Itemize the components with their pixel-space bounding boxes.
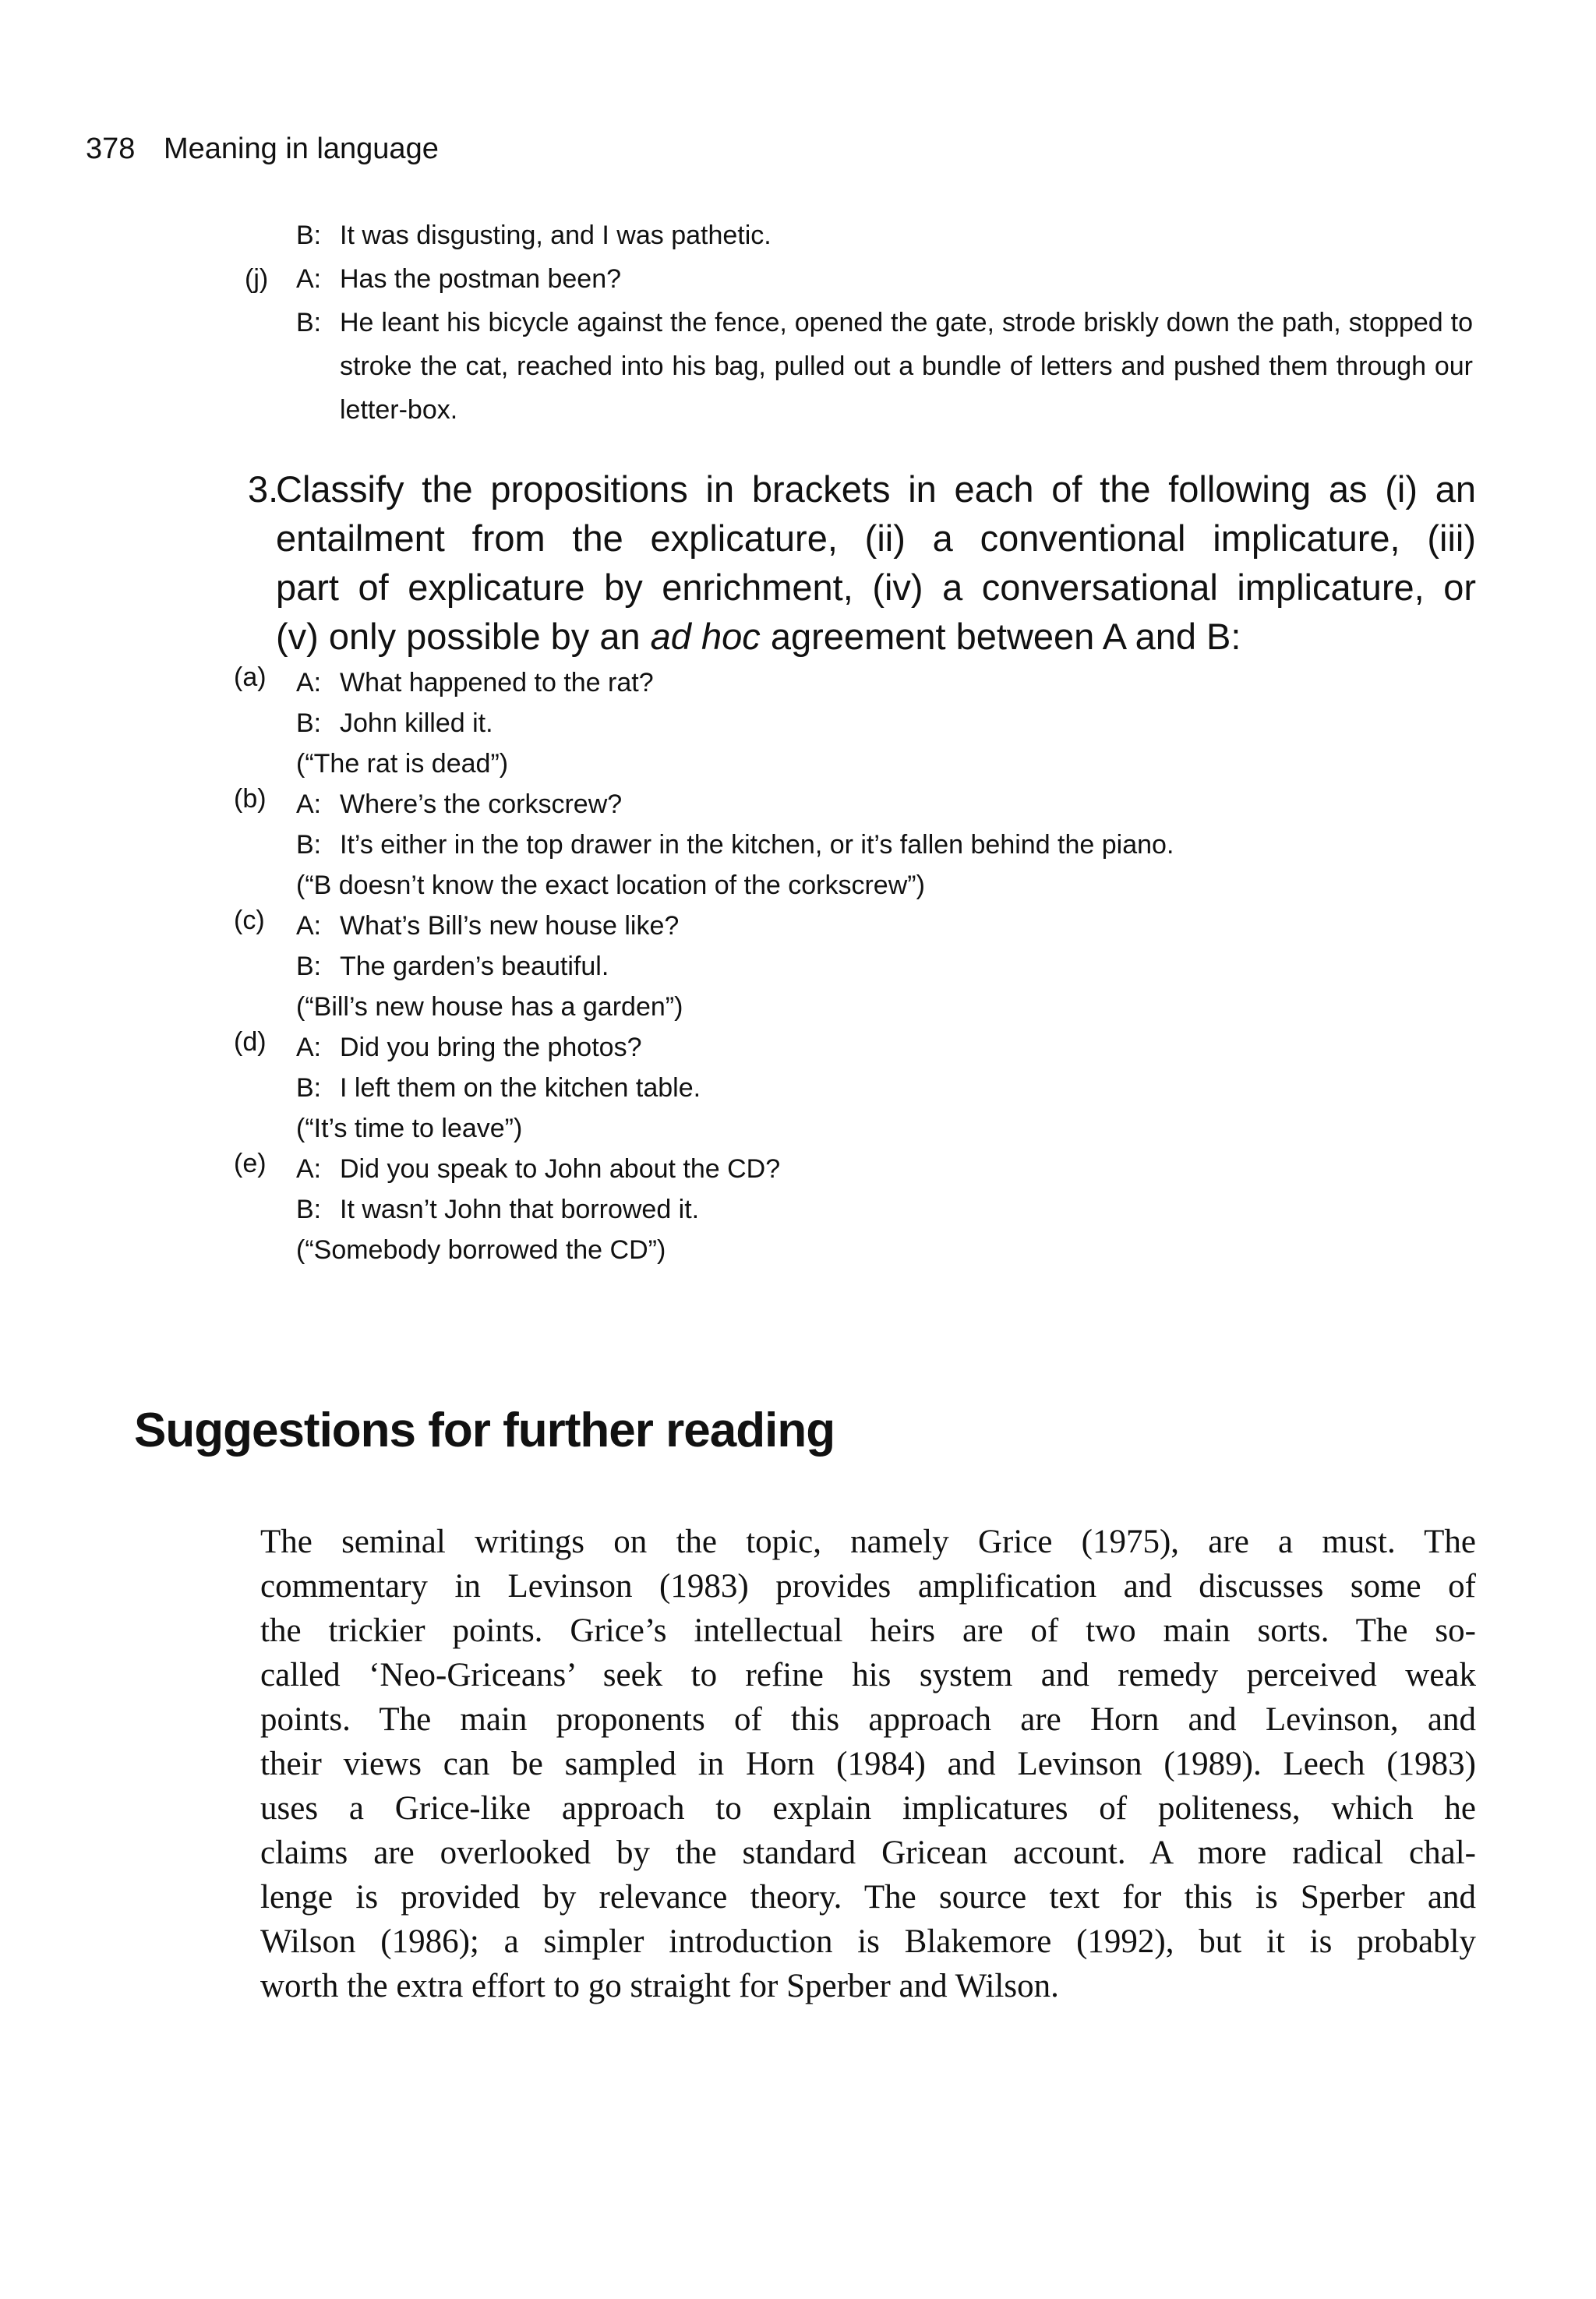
speaker-label: A: xyxy=(296,264,322,294)
dialogue-line: It wasn’t John that borrowed it. xyxy=(340,1195,700,1224)
prev-dialogue-b xyxy=(296,214,1473,257)
page-header xyxy=(86,132,439,166)
paragraph-line: their views can be sampled in Horn (1984) and Levinson (1989). Leech (1983) xyxy=(260,1746,1476,1782)
paragraph-line: worth the extra effort to go straight for Sperber and Wilson. xyxy=(260,1968,1059,2004)
speaker-label: B: xyxy=(296,221,322,250)
paragraph-line: called ‘Neo-Griceans’ seek to refine his system and remedy perceived weak xyxy=(260,1657,1476,1693)
speaker-label: B: xyxy=(296,708,322,738)
speaker-label: B: xyxy=(296,1073,322,1103)
section-heading: Suggestions for further reading xyxy=(134,1404,835,1457)
question-line: part of explicature by enrichment, (iv) a conversational implicature, or xyxy=(276,567,1476,608)
paragraph-line: points. The main proponents of this approach are Horn and Levinson, and xyxy=(260,1701,1476,1738)
exercise-items xyxy=(234,662,1481,1270)
dialogue-line: What happened to the rat? xyxy=(340,668,654,697)
paragraph-line: The seminal writings on the topic, namely Grice (1975), are a must. The xyxy=(260,1524,1476,1560)
exercise-item-c xyxy=(234,906,1481,1027)
proposition: (“Somebody borrowed the CD”) xyxy=(296,1235,666,1265)
paragraph-line: commentary in Levinson (1983) provides amplification and discusses some of xyxy=(260,1568,1476,1605)
item-label: (c) xyxy=(234,906,265,935)
question-line: (v) only possible by an ad hoc agreement between A and B: xyxy=(276,616,1241,657)
item-label: (b) xyxy=(234,784,267,814)
question-number: 3. xyxy=(248,468,279,510)
speaker-label: A: xyxy=(296,1033,322,1062)
dialogue-line: Did you bring the photos? xyxy=(340,1033,642,1062)
running-title: Meaning in language xyxy=(164,132,439,165)
speaker-label: B: xyxy=(296,1195,322,1224)
speaker-label: A: xyxy=(296,789,322,819)
further-reading-paragraph xyxy=(260,1520,1476,2008)
speaker-label: B: xyxy=(296,830,322,860)
dialogue-line: What’s Bill’s new house like? xyxy=(340,911,680,941)
dialogue-line: I left them on the kitchen table. xyxy=(340,1073,701,1103)
speaker-label: A: xyxy=(296,668,322,697)
dialogue-line: It was disgusting, and I was pathetic. xyxy=(340,221,772,250)
question-line: entailment from the explicature, (ii) a conventional implicature, (iii) xyxy=(276,517,1476,559)
emphasis-ad-hoc: ad hoc xyxy=(650,616,761,657)
dialogue-line: Has the postman been? xyxy=(340,264,622,294)
speaker-label: B: xyxy=(296,952,322,981)
paragraph-line: uses a Grice-like approach to explain implicatures of politeness, which he xyxy=(260,1790,1476,1827)
dialogue-line: It’s either in the top drawer in the kitchen, or it’s fallen behind the piano. xyxy=(340,830,1174,860)
item-label: (j) xyxy=(245,264,269,294)
proposition: (“The rat is dead”) xyxy=(296,749,509,779)
item-label: (d) xyxy=(234,1027,267,1057)
paragraph-line: the trickier points. Grice’s intellectual heirs are of two main sorts. The so- xyxy=(260,1612,1476,1649)
exercise-item-e xyxy=(234,1149,1481,1270)
speaker-label: A: xyxy=(296,911,322,941)
paragraph-line: Wilson (1986); a simpler introduction is Blakemore (1992), but it is probably xyxy=(260,1923,1476,1960)
item-label: (e) xyxy=(234,1149,267,1178)
paragraph-line: lenge is provided by relevance theory. The source text for this is Sperber and xyxy=(260,1879,1476,1916)
dialogue-line: The garden’s beautiful. xyxy=(340,952,609,981)
dialogue-line: Did you speak to John about the CD? xyxy=(340,1154,781,1184)
item-label: (a) xyxy=(234,662,267,692)
paragraph-line: claims are overlooked by the standard Gricean account. A more radical chal- xyxy=(260,1835,1476,1871)
proposition: (“B doesn’t know the exact location of the corkscrew”) xyxy=(296,871,925,900)
exercise-j xyxy=(296,257,1473,432)
dialogue-line: Where’s the corkscrew? xyxy=(340,789,623,819)
dialogue-line: John killed it. xyxy=(340,708,493,738)
page-number: 378 xyxy=(86,132,136,165)
exercise-item-a xyxy=(234,662,1481,784)
exercise-item-b xyxy=(234,784,1481,906)
speaker-label: A: xyxy=(296,1154,322,1184)
proposition: (“Bill’s new house has a garden”) xyxy=(296,992,683,1022)
question-line: Classify the propositions in brackets in each of the following as (i) an xyxy=(276,468,1476,510)
proposition: (“It’s time to leave”) xyxy=(296,1114,523,1143)
speaker-label: B: xyxy=(296,308,322,337)
question-3 xyxy=(248,464,1476,661)
dialogue-line: He leant his bicycle against the fence, opened the gate, strode briskly down the path, stopped to stroke the cat, reached into his bag, pulled out a bundle of letters and pushed them through our letter-box. xyxy=(340,308,1473,425)
exercise-item-d xyxy=(234,1027,1481,1149)
